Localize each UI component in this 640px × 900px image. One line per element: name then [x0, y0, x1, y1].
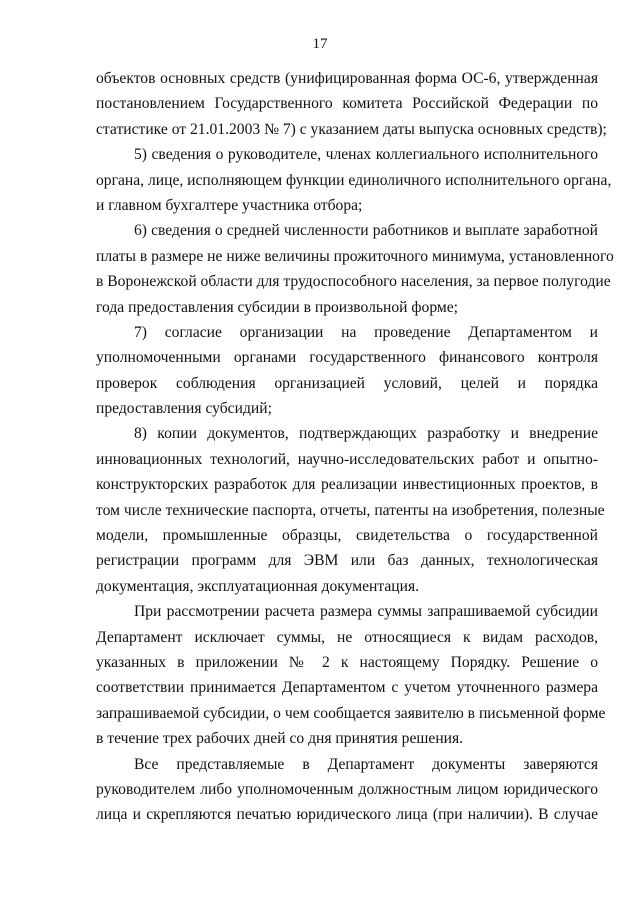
- text-line: Все представляемые в Департамент документы заверяются: [134, 755, 598, 773]
- text-line: соответствии принимается Департаментом с учетом уточненного размера: [96, 679, 598, 697]
- text-line: года предоставления субсидии в произвольной форме;: [96, 298, 458, 316]
- text-line: предоставления субсидий;: [96, 400, 272, 418]
- text-line: в течение трех рабочих дней со дня принятия решения.: [96, 730, 464, 748]
- text-line: указанных в приложении № 2 к настоящему Порядку. Решение о: [96, 653, 598, 671]
- text-line: Департамент исключает суммы, не относящиеся к видам расходов,: [96, 628, 598, 646]
- text-line: и главном бухгалтере участника отбора;: [96, 196, 363, 214]
- text-line: лица и скрепляются печатью юридического лица (при наличии). В случае: [96, 806, 598, 824]
- text-line: запрашиваемой субсидии, о чем сообщается заявителю в письменной форме: [96, 704, 606, 722]
- text-line: руководителем либо уполномоченным должностным лицом юридического: [96, 780, 598, 798]
- text-line: модели, промышленные образцы, свидетельства о государственной: [96, 527, 598, 545]
- text-line: инновационных технологий, научно-исследовательских работ и опытно-: [96, 450, 598, 468]
- text-line: в Воронежской области для трудоспособного населения, за первое полугодие: [96, 273, 611, 291]
- text-line: постановлением Государственного комитета Российской Федерации по: [96, 95, 598, 113]
- text-line: том числе технические паспорта, отчеты, патенты на изобретения, полезные: [96, 501, 605, 519]
- paragraph-item-7: [96, 320, 598, 422]
- paragraph-review: [96, 599, 606, 751]
- paragraph-item-6: [96, 218, 614, 320]
- paragraph-item-8: [96, 421, 605, 599]
- text-line: 6) сведения о средней численности работников и выплате заработной: [134, 222, 598, 240]
- text-line: органа, лице, исполняющем функции единоличного исполнительного органа,: [96, 171, 612, 189]
- document-body: [96, 66, 614, 828]
- text-line: платы в размере не ниже величины прожиточного минимума, установленного: [96, 247, 614, 265]
- text-line: 5) сведения о руководителе, членах коллегиального исполнительного: [134, 146, 598, 164]
- paragraph-item-5: [96, 142, 612, 218]
- page-number: 17: [312, 36, 328, 52]
- text-line: документация, эксплуатационная документация.: [96, 577, 420, 595]
- text-line: При рассмотрении расчета размера суммы запрашиваемой субсидии: [134, 603, 598, 621]
- text-line: уполномоченными органами государственного финансового контроля: [96, 349, 598, 367]
- text-line: объектов основных средств (унифицированная форма ОС-6, утвержденная: [96, 70, 598, 87]
- text-line: конструкторских разработок для реализации инвестиционных проектов, в: [96, 476, 598, 494]
- paragraph-continuation: [96, 66, 607, 142]
- text-line: проверок соблюдения организацией условий, целей и порядка: [96, 374, 598, 392]
- paragraph-certification: [96, 752, 598, 828]
- text-line: 7) согласие организации на проведение Департаментом и: [134, 323, 598, 341]
- text-line: 8) копии документов, подтверждающих разработку и внедрение: [134, 425, 598, 443]
- text-line: регистрации программ для ЭВМ или баз данных, технологическая: [96, 552, 598, 570]
- text-line: статистике от 21.01.2003 № 7) с указанием даты выпуска основных средств);: [96, 120, 607, 138]
